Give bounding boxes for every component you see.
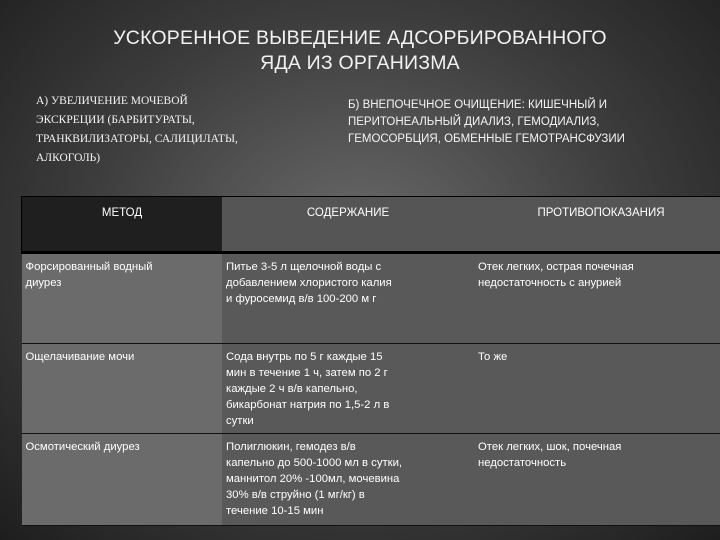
cell-line: Питье 3-5 л щелочной воды с bbox=[226, 261, 382, 273]
cell-line: Сода внутрь по 5 г каждые 15 bbox=[226, 351, 383, 363]
content-cell bbox=[222, 434, 474, 526]
header-content: СОДЕРЖАНИЕ bbox=[222, 197, 474, 253]
block-a-line: ЭКСКРЕЦИИ (БАРБИТУРАТЫ, bbox=[36, 114, 195, 126]
contraindication-cell bbox=[474, 253, 720, 344]
block-b-line: ГЕМОСОРБЦИЯ, ОБМЕННЫЕ ГЕМОТРАНСФУЗИИ bbox=[348, 133, 625, 145]
cell-line: капельно до 500-1000 мл в сутки, bbox=[226, 457, 403, 469]
slide-title-line-1: УСКОРЕННОЕ ВЫВЕДЕНИЕ АДСОРБИРОВАННОГО bbox=[113, 27, 607, 49]
cell-line: каждые 2 ч в/в капельно, bbox=[226, 383, 358, 395]
cell-line: и фуросемид в/в 100-200 м г bbox=[226, 293, 377, 305]
slide-title bbox=[40, 26, 680, 76]
cell-line: диурез bbox=[25, 277, 62, 289]
cell-line: бикарбонат натрия по 1,5-2 л в bbox=[226, 399, 390, 411]
header-contraindications: ПРОТИВОПОКАЗАНИЯ bbox=[474, 197, 720, 253]
table-row bbox=[22, 253, 720, 344]
table-header-row bbox=[22, 197, 720, 253]
cell-line: добавлением хлористого калия bbox=[226, 277, 392, 289]
content-cell bbox=[222, 344, 474, 434]
header-method: МЕТОД bbox=[22, 197, 223, 253]
urinary-excretion-block bbox=[36, 92, 336, 168]
cell-line: Осмотический диурез bbox=[25, 441, 140, 453]
slide-title-line-2: ЯДА ИЗ ОРГАНИЗМА bbox=[260, 52, 460, 74]
cell-line: 30% в/в струйно (1 мг/кг) в bbox=[226, 489, 365, 501]
method-cell bbox=[22, 253, 223, 344]
cell-line: Полиглюкин, гемодез в/в bbox=[226, 441, 356, 453]
cell-line: То же bbox=[478, 351, 508, 363]
contraindication-cell bbox=[474, 344, 720, 434]
contraindication-cell bbox=[474, 434, 720, 526]
extrarenal-cleansing-block bbox=[348, 97, 708, 148]
block-a-line: ТРАНКВИЛИЗАТОРЫ, САЛИЦИЛАТЫ, bbox=[36, 133, 238, 145]
content-cell bbox=[222, 253, 474, 344]
table-row bbox=[22, 344, 720, 434]
cell-line: Форсированный водный bbox=[25, 261, 153, 273]
table-row bbox=[22, 434, 720, 526]
cell-line: Отек легких, шок, почечная bbox=[478, 441, 622, 453]
cell-line: течение 10-15 мин bbox=[226, 505, 324, 517]
cell-line: мин в течение 1 ч, затем по 2 г bbox=[226, 367, 388, 379]
block-b-line: ПЕРИТОНЕАЛЬНЫЙ ДИАЛИЗ, ГЕМОДИАЛИЗ, bbox=[348, 116, 600, 128]
cell-line: недостаточность с анурией bbox=[478, 277, 622, 289]
cell-line: Ощелачивание мочи bbox=[25, 351, 135, 363]
block-a-line: А) УВЕЛИЧЕНИЕ МОЧЕВОЙ bbox=[36, 95, 188, 107]
method-cell bbox=[22, 434, 223, 526]
cell-line: маннитол 20% -100мл, мочевина bbox=[226, 473, 400, 485]
cell-line: недостаточность bbox=[478, 457, 567, 469]
methods-table bbox=[21, 196, 720, 526]
block-a-line: АЛКОГОЛЬ) bbox=[36, 152, 101, 164]
cell-line: сутки bbox=[226, 415, 254, 427]
cell-line: Отек легких, острая почечная bbox=[478, 261, 634, 273]
method-cell bbox=[22, 344, 223, 434]
block-b-line: Б) ВНЕПОЧЕЧНОЕ ОЧИЩЕНИЕ: КИШЕЧНЫЙ И bbox=[348, 99, 608, 111]
